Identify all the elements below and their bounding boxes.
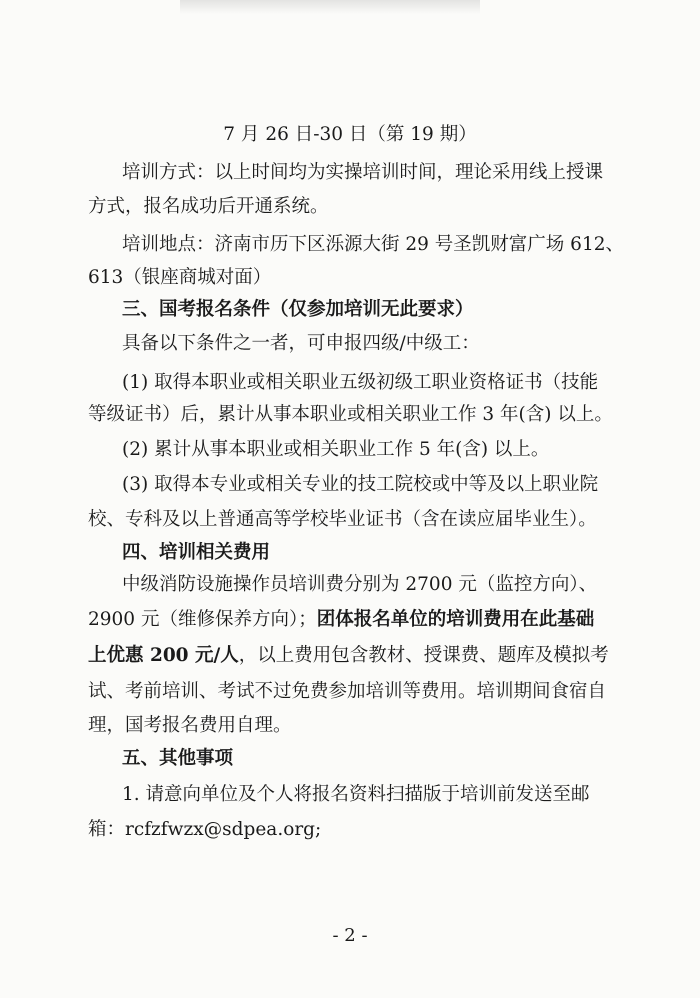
- section3-item2: (2) 累计从事本职业或相关职业工作 5 年(含) 以上。: [122, 439, 550, 460]
- page-number: - 2 -: [332, 925, 368, 946]
- section3-item3-line-1: (3) 取得本专业或相关专业的技工院校或中等及以上职业院: [122, 474, 599, 495]
- section3-heading: 三、国考报名条件（仅参加培训无此要求）: [122, 299, 474, 320]
- section4-line-2: [88, 606, 628, 634]
- section4-line-2-normal: 2900 元（维修保养方向）；: [88, 609, 317, 630]
- section4-line-2-bold: 团体报名单位的培训费用在此基础: [316, 609, 595, 630]
- section4-line-3-normal: ，以上费用包含教材、授课费、题库及模拟考: [238, 645, 609, 666]
- date-line: 7 月 26 日-30 日（第 19 期）: [223, 124, 477, 145]
- section5-heading: 五、其他事项: [122, 748, 234, 769]
- training-location-line-1: 培训地点：济南市历下区泺源大街 29 号圣凯财富广场 612、: [122, 234, 624, 255]
- section4-line-3: [88, 642, 628, 670]
- training-mode-line-2: 方式，报名成功后开通系统。: [88, 196, 329, 217]
- section4-line-1: 中级消防设施操作员培训费分别为 2700 元（监控方向）、: [122, 574, 598, 595]
- section4-heading: 四、培训相关费用: [122, 542, 271, 563]
- section4-line-3-bold: 上优惠 200 元/人: [88, 645, 239, 666]
- section3-item3-line-2: 校、专科及以上普通高等学校毕业证书（含在读应届毕业生）。: [88, 509, 597, 530]
- section3-item1-line-1: (1) 取得本职业或相关职业五级初级工职业资格证书（技能: [122, 372, 599, 393]
- scan-bleed-through: [180, 0, 480, 14]
- section4-line-5: 理，国考报名费用自理。: [88, 715, 292, 736]
- section5-item1-line-2: 箱：rcfzfwzx@sdpea.org;: [88, 819, 322, 840]
- section3-intro: 具备以下条件之一者，可申报四级/中级工：: [122, 333, 480, 354]
- training-location-line-2: 613（银座商城对面）: [88, 267, 272, 288]
- section3-item1-line-2: 等级证书）后，累计从事本职业或相关职业工作 3 年(含) 以上。: [88, 404, 613, 425]
- training-mode-line-1: 培训方式：以上时间均为实操培训时间，理论采用线上授课: [122, 162, 604, 183]
- section4-line-4: 试、考前培训、考试不过免费参加培训等费用。培训期间食宿自: [88, 681, 607, 702]
- section5-item1-line-1: 1. 请意向单位及个人将报名资料扫描版于培训前发送至邮: [122, 784, 590, 805]
